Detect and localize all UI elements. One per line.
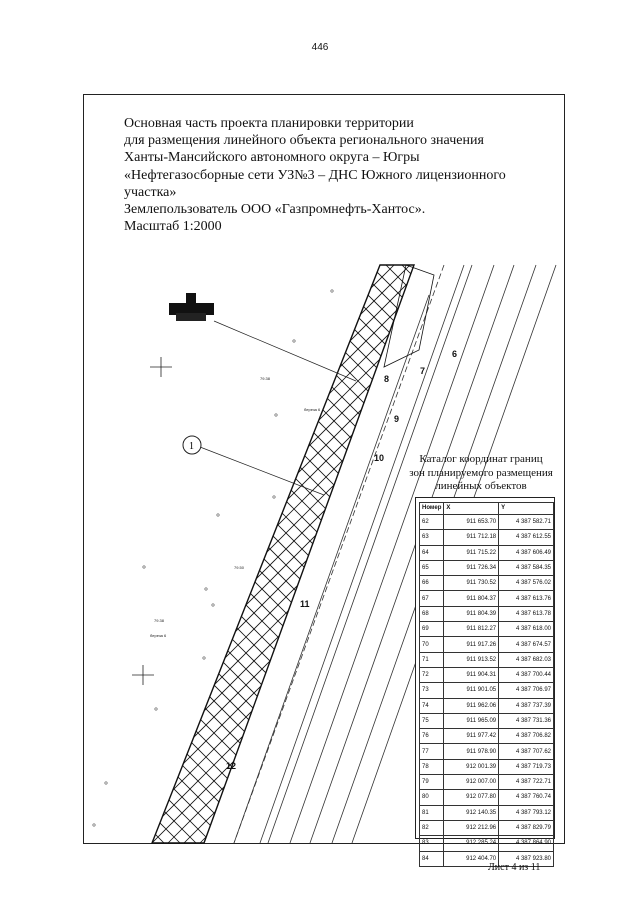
catalog-title-line: зон планируемого размещения xyxy=(409,466,553,479)
title-line: Землепользователь ООО «Газпромнефть-Хантос». xyxy=(124,202,426,218)
title-line: Масштаб 1:2000 xyxy=(124,219,222,235)
point-label: 12 xyxy=(226,761,237,771)
x-coordinate-cell: 912 140.35 xyxy=(444,805,499,820)
y-coordinate-cell: 4 387 576.02 xyxy=(499,576,554,591)
table-row xyxy=(420,790,554,805)
table-row xyxy=(420,759,554,774)
y-coordinate-cell: 4 387 582.71 xyxy=(499,515,554,530)
point-number-cell: 67 xyxy=(420,591,444,606)
y-coordinate-cell: 4 387 706.82 xyxy=(499,729,554,744)
table-header-row xyxy=(420,503,554,515)
point-label: 9 xyxy=(394,414,400,424)
point-number-cell: 84 xyxy=(420,851,444,866)
table-row xyxy=(420,775,554,790)
x-coordinate-cell: 911 715.22 xyxy=(444,545,499,560)
x-coordinate-cell: 911 901.05 xyxy=(444,683,499,698)
table-row xyxy=(420,576,554,591)
header-number: Номер xyxy=(420,503,444,515)
table-row xyxy=(420,606,554,621)
page-number: 446 xyxy=(311,42,329,53)
catalog-title-line: линейных объектов xyxy=(435,480,527,492)
north-sign-icon xyxy=(169,293,214,321)
point-number-cell: 69 xyxy=(420,622,444,637)
point-number-cell: 79 xyxy=(420,775,444,790)
map-note: береза 6 xyxy=(150,633,167,638)
title-line: Основная часть проекта планировки территории xyxy=(124,116,414,131)
survey-points xyxy=(93,290,333,826)
point-number-cell: 76 xyxy=(420,729,444,744)
sheet-footer: Лист 4 из 11 xyxy=(488,862,541,873)
point-number-cell: 82 xyxy=(420,820,444,835)
table-row xyxy=(420,515,554,530)
y-coordinate-cell: 4 387 829.79 xyxy=(499,820,554,835)
point-number-cell: 72 xyxy=(420,667,444,682)
point-number-cell: 66 xyxy=(420,576,444,591)
point-number-cell: 70 xyxy=(420,637,444,652)
drawing-frame xyxy=(83,94,565,862)
x-coordinate-cell: 911 812.27 xyxy=(444,622,499,637)
y-coordinate-cell: 4 387 674.57 xyxy=(499,637,554,652)
header-y: Y xyxy=(499,503,554,515)
table-row xyxy=(420,591,554,606)
title-line: участка» xyxy=(124,184,177,200)
x-coordinate-cell: 912 001.39 xyxy=(444,759,499,774)
x-coordinate-cell: 912 212.96 xyxy=(444,820,499,835)
point-number-cell: 73 xyxy=(420,683,444,698)
point-number-cell: 83 xyxy=(420,836,444,851)
point-number-cell: 65 xyxy=(420,560,444,575)
x-coordinate-cell: 911 913.52 xyxy=(444,652,499,667)
table-row xyxy=(420,545,554,560)
map-note: береза 6 xyxy=(304,407,321,412)
x-coordinate-cell: 912 404.70 xyxy=(444,851,499,866)
map-note: 79.38 xyxy=(154,618,165,623)
x-coordinate-cell: 912 077.80 xyxy=(444,790,499,805)
y-coordinate-cell: 4 387 719.73 xyxy=(499,759,554,774)
point-number-cell: 75 xyxy=(420,713,444,728)
x-coordinate-cell: 911 965.09 xyxy=(444,713,499,728)
x-coordinate-cell: 911 977.42 xyxy=(444,729,499,744)
x-coordinate-cell: 912 007.00 xyxy=(444,775,499,790)
table-row xyxy=(420,805,554,820)
point-label: 7 xyxy=(420,366,426,376)
coordinate-table xyxy=(419,502,554,867)
title-line: «Нефтегазосборные сети УЗ№3 – ДНС Южного лицензионного xyxy=(124,167,506,183)
table-row xyxy=(420,622,554,637)
y-coordinate-cell: 4 387 793.12 xyxy=(499,805,554,820)
table-row xyxy=(420,683,554,698)
table-row xyxy=(420,530,554,545)
y-coordinate-cell: 4 387 606.49 xyxy=(499,545,554,560)
point-label: 11 xyxy=(300,599,310,609)
header-x: X xyxy=(444,503,499,515)
table-row xyxy=(420,820,554,835)
point-number-cell: 62 xyxy=(420,515,444,530)
x-coordinate-cell: 911 804.37 xyxy=(444,591,499,606)
table-row xyxy=(420,560,554,575)
title-line: Ханты-Мансийского автономного округа – Югры xyxy=(124,150,420,166)
point-number-cell: 81 xyxy=(420,805,444,820)
y-coordinate-cell: 4 387 731.36 xyxy=(499,713,554,728)
map-note: 79.50 xyxy=(234,565,245,570)
x-coordinate-cell: 911 712.18 xyxy=(444,530,499,545)
x-coordinate-cell: 911 730.52 xyxy=(444,576,499,591)
coordinate-catalog xyxy=(415,497,555,862)
y-coordinate-cell: 4 387 737.39 xyxy=(499,698,554,713)
y-coordinate-cell: 4 387 864.90 xyxy=(499,836,554,851)
point-number-cell: 64 xyxy=(420,545,444,560)
leader-lines xyxy=(200,321,356,495)
x-coordinate-cell: 911 653.70 xyxy=(444,515,499,530)
y-coordinate-cell: 4 387 923.80 xyxy=(499,851,554,866)
x-coordinate-cell: 912 285.24 xyxy=(444,836,499,851)
y-coordinate-cell: 4 387 612.55 xyxy=(499,530,554,545)
y-coordinate-cell: 4 387 707.62 xyxy=(499,744,554,759)
point-number-cell: 63 xyxy=(420,530,444,545)
table-row xyxy=(420,637,554,652)
y-coordinate-cell: 4 387 706.97 xyxy=(499,683,554,698)
y-coordinate-cell: 4 387 700.44 xyxy=(499,667,554,682)
catalog-title xyxy=(400,453,562,494)
title-line: для размещения линейного объекта регионального значения xyxy=(124,133,484,149)
point-label: 6 xyxy=(452,349,458,359)
y-coordinate-cell: 4 387 760.74 xyxy=(499,790,554,805)
point-label: 8 xyxy=(384,374,390,384)
point-number-cell: 74 xyxy=(420,698,444,713)
point-number-cell: 80 xyxy=(420,790,444,805)
point-number-cell: 71 xyxy=(420,652,444,667)
table-row xyxy=(420,744,554,759)
y-coordinate-cell: 4 387 722.71 xyxy=(499,775,554,790)
y-coordinate-cell: 4 387 618.00 xyxy=(499,622,554,637)
table-row xyxy=(420,729,554,744)
map-note: 79.38 xyxy=(260,376,271,381)
y-coordinate-cell: 4 387 584.35 xyxy=(499,560,554,575)
x-coordinate-cell: 911 962.06 xyxy=(444,698,499,713)
point-number-cell: 77 xyxy=(420,744,444,759)
catalog-title-line: Каталог координат границ xyxy=(419,453,543,465)
point-number-cell: 78 xyxy=(420,759,444,774)
table-row xyxy=(420,698,554,713)
y-coordinate-cell: 4 387 613.76 xyxy=(499,591,554,606)
point-number-cell: 68 xyxy=(420,606,444,621)
x-coordinate-cell: 911 978.90 xyxy=(444,744,499,759)
table-row xyxy=(420,667,554,682)
y-coordinate-cell: 4 387 613.78 xyxy=(499,606,554,621)
table-row xyxy=(420,652,554,667)
x-coordinate-cell: 911 804.39 xyxy=(444,606,499,621)
callout-marker-label: 1 xyxy=(189,441,194,452)
x-coordinate-cell: 911 904.31 xyxy=(444,667,499,682)
x-coordinate-cell: 911 917.26 xyxy=(444,637,499,652)
x-coordinate-cell: 911 726.34 xyxy=(444,560,499,575)
point-label: 10 xyxy=(374,453,385,463)
table-row xyxy=(420,836,554,851)
table-row xyxy=(420,713,554,728)
y-coordinate-cell: 4 387 682.03 xyxy=(499,652,554,667)
